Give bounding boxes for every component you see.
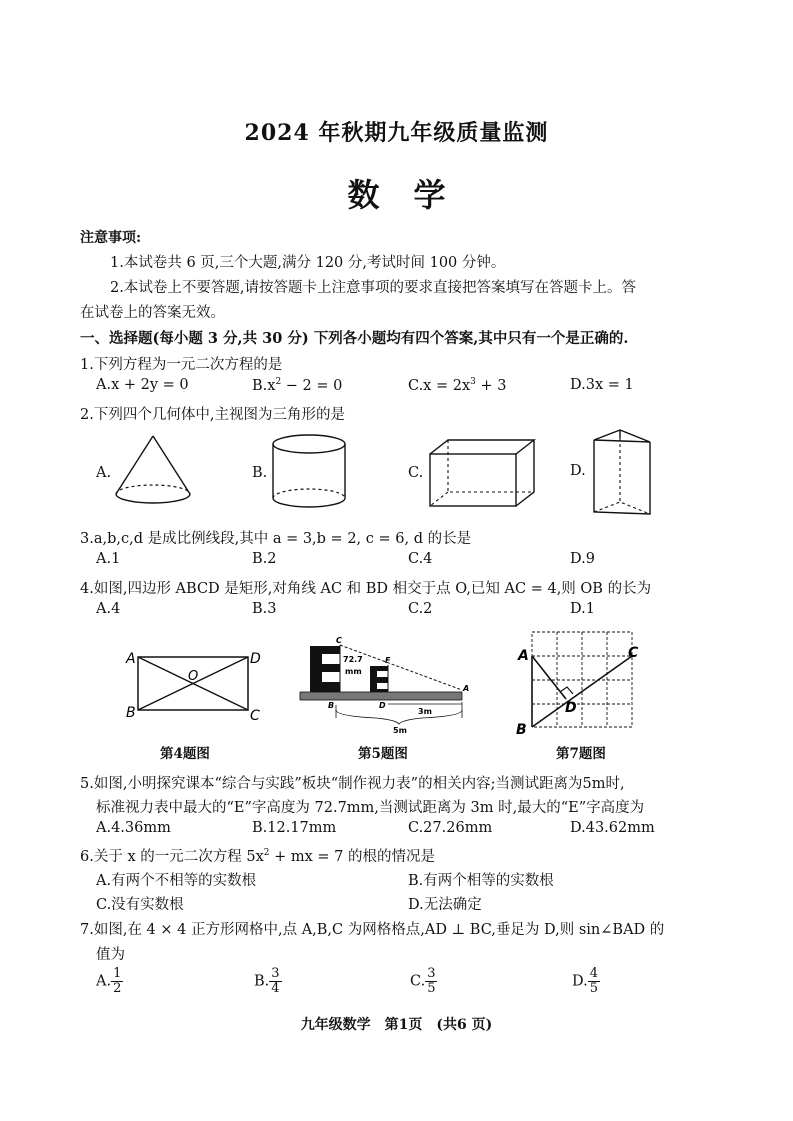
question-1-stem: 1.下列方程为一元二次方程的是	[80, 357, 283, 373]
question-1-option-d: D.3x = 1	[570, 377, 634, 393]
cylinder-figure	[268, 432, 352, 516]
question-6-option-d: D.无法确定	[408, 897, 482, 913]
question-1-option-a: A.x + 2y = 0	[96, 377, 189, 393]
subject-title: 数学	[347, 176, 480, 214]
figure-4-rectangle	[122, 646, 268, 724]
question-5-option-c: C.27.26mm	[408, 820, 493, 836]
question-5-option-b: B.12.17mm	[252, 820, 337, 836]
fig4-label-a: A	[126, 651, 136, 667]
question-3-option-a: A.1	[96, 551, 121, 567]
fig5-label-b: B	[328, 701, 335, 710]
notice-item-1: 1.本试卷共 6 页,三个大题,满分 120 分,考试时间 100 分钟。	[110, 255, 506, 271]
fig5-height-value: 72.7	[343, 655, 363, 664]
question-4-option-c: C.2	[408, 601, 433, 617]
question-7-line-2: 值为	[96, 947, 125, 963]
question-4-stem: 4.如图,四边形 ABCD 是矩形,对角线 AC 和 BD 相交于点 O,已知 AC = 4,则 OB 的长为	[80, 581, 652, 597]
question-3-option-b: B.2	[252, 551, 277, 567]
figure-7-grid	[512, 628, 642, 738]
fig5-height-unit: mm	[345, 667, 362, 676]
fig7-label-d: D	[565, 700, 577, 716]
question-5-option-d: D.43.62mm	[570, 820, 655, 836]
fig5-distance-5m: 5m	[393, 726, 407, 735]
question-6-option-c: C.没有实数根	[96, 897, 184, 913]
question-6-option-b: B.有两个相等的实数根	[408, 873, 554, 889]
section-1-heading: 一、选择题(每小题 3 分,共 30 分) 下列各小题均有四个答案,其中只有一个是正确的.	[80, 330, 629, 347]
question-2-option-b: B.	[252, 465, 268, 481]
question-5-line-1: 5.如图,小明探究课本“综合与实践”板块“制作视力表”的相关内容;当测试距离为5m时,	[80, 776, 625, 792]
fig4-label-c: C	[250, 708, 260, 724]
fig5-label-a: A	[463, 684, 470, 693]
fig5-label-c: C	[336, 636, 342, 645]
question-7-option-d: D. $\frac{4}{5}$	[572, 966, 598, 996]
fig7-label-b: B	[516, 722, 527, 738]
fig5-label-f: F	[385, 656, 391, 665]
question-7-line-1: 7.如图,在 4 × 4 正方形网格中,点 A,B,C 为网格格点,AD ⊥ BC,垂足为 D,则 sin∠BAD 的	[80, 922, 665, 938]
figure-5-vision-chart	[296, 632, 472, 736]
question-4-option-d: D.1	[570, 601, 595, 617]
question-2-stem: 2.下列四个几何体中,主视图为三角形的是	[80, 407, 345, 423]
question-1-option-c: $C.x = 2x^3 + 3$	[408, 377, 507, 394]
cone-figure	[110, 432, 196, 512]
question-5-line-2: 标准视力表中最大的“E”字高度为 72.7mm,当测试距离为 3m 时,最大的“E”字高度为	[96, 800, 645, 816]
fig7-label-c: C	[628, 645, 639, 661]
question-3-stem: 3.a,b,c,d 是成比例线段,其中 a = 3,b = 2, c = 6, d 的长是	[80, 531, 472, 547]
page-footer: 九年级数学 第1页 (共6 页)	[300, 1017, 493, 1033]
question-3-option-d: D.9	[570, 551, 595, 567]
figure-7-caption: 第7题图	[556, 746, 606, 762]
question-3-option-c: C.4	[408, 551, 433, 567]
question-2-option-d: D.	[570, 463, 586, 479]
question-6-option-a: A.有两个不相等的实数根	[96, 873, 257, 889]
question-4-option-b: B.3	[252, 601, 277, 617]
question-2-option-c: C.	[408, 465, 424, 481]
question-7-option-b: B. $\frac{3}{4}$	[254, 966, 280, 996]
notice-heading: 注意事项:	[80, 230, 142, 246]
notice-item-2-line-1: 2.本试卷上不要答题,请按答题卡上注意事项的要求直接把答案填写在答题卡上。答	[110, 280, 636, 296]
question-5-option-a: A.4.36mm	[96, 820, 171, 836]
notice-item-2-line-2: 在试卷上的答案无效。	[80, 305, 225, 321]
question-7-option-c: C. $\frac{3}{5}$	[410, 966, 436, 996]
fig4-label-o: O	[188, 669, 199, 684]
question-2-option-a: A.	[96, 465, 112, 481]
fig7-label-a: A	[518, 648, 529, 664]
fig5-label-d: D	[379, 701, 386, 710]
question-6-stem: 6.关于 x 的一元二次方程 $5x^2$ + mx = 7 的根的情况是	[80, 848, 435, 865]
exam-title: 2024 年秋期九年级质量监测	[244, 120, 549, 146]
fig5-distance-3m: 3m	[418, 707, 432, 716]
fig4-label-d: D	[250, 651, 261, 667]
question-4-option-a: A.4	[96, 601, 121, 617]
figure-4-caption: 第4题图	[160, 746, 210, 762]
cuboid-figure	[426, 436, 538, 510]
figure-5-caption: 第5题图	[358, 746, 408, 762]
question-1-option-b: $B.x^2 - 2 = 0$	[252, 377, 343, 394]
fig4-label-b: B	[126, 705, 136, 721]
question-7-option-a: A. $\frac{1}{2}$	[96, 966, 122, 996]
triangular-prism-figure	[590, 426, 656, 518]
